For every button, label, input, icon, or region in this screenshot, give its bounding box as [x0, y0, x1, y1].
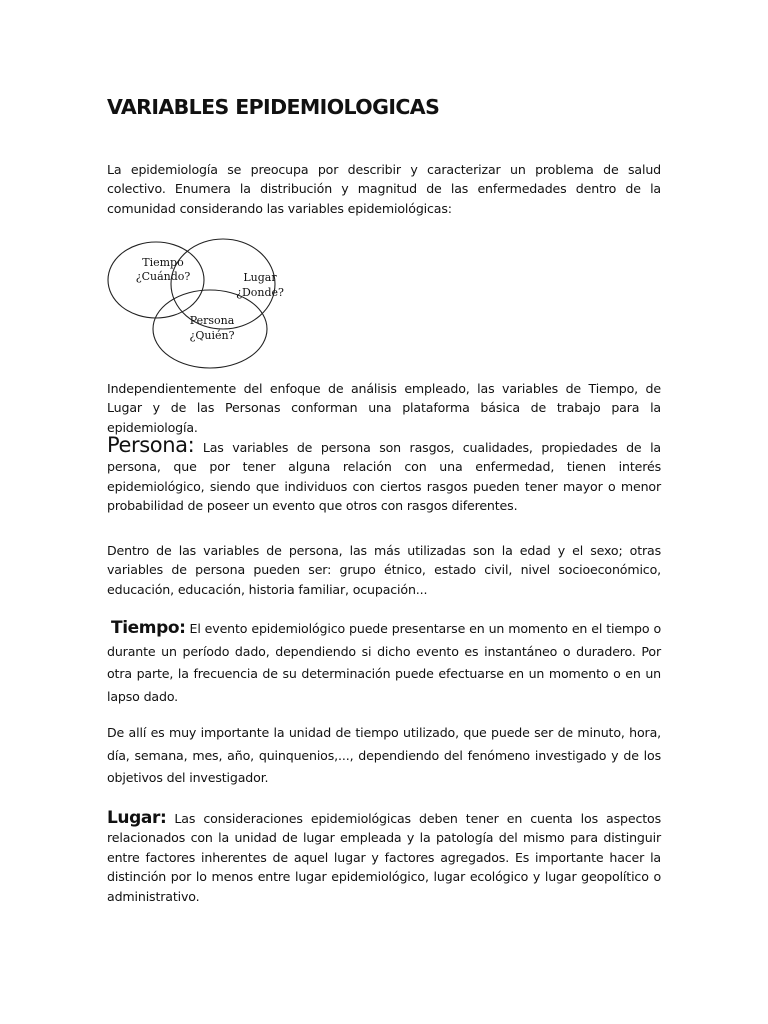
lugar-text: Las consideraciones epidemiológicas deben tener en cuenta los aspectos relacionados con la unidad de lugar empleada y la patología del mismo para distinguir entre factores inherentes de aquel lugar y factores agregados. Es importante hacer la distinción por lo menos entre lugar epidemiológico, lugar ecológico y lugar geopolítico o administrativo. [107, 811, 661, 904]
persona-label: Persona [189, 314, 235, 327]
document-title: VARIABLES EPIDEMIOLOGICAS [107, 95, 440, 119]
persona-question: ¿Quién? [189, 329, 235, 342]
tiempo-heading: Tiempo: [111, 618, 186, 638]
persona-paragraph-2: Dentro de las variables de persona, las más utilizadas son la edad y el sexo; otras variables de persona pueden ser: grupo étnico, estado civil, nivel socioeconómico, educación, educación, historia familiar, ocupación... [107, 543, 661, 597]
tiempo-label: Tiempo [142, 256, 184, 269]
summary-paragraph: Independientemente del enfoque de análisis empleado, las variables de Tiempo, de Lugar y de las Personas conforman una plataforma básica de trabajo para la epidemiología. [107, 381, 661, 435]
lugar-label: Lugar [243, 271, 277, 284]
tiempo-text: El evento epidemiológico puede presentarse en un momento en el tiempo o durante un período dado, dependiendo si dicho evento es instantáneo o duradero. Por otra parte, la frecuencia de su determinación puede efectuarse en un momento o en un lapso dado. [107, 621, 661, 704]
persona-heading: Persona: [107, 433, 195, 457]
tiempo-question: ¿Cuándo? [135, 270, 191, 283]
lugar-question: ¿Donde? [236, 286, 284, 299]
persona-text: Las variables de persona son rasgos, cualidades, propiedades de la persona, que por tener alguna relación con una enfermedad, tienen interés epidemiológico, siendo que individuos con ciertos rasgos pueden tener mayor o menor probabilidad de poseer un evento que otros con rasgos diferentes. [107, 440, 661, 514]
tiempo-paragraph [107, 617, 661, 708]
intro-paragraph: La epidemiología se preocupa por describir y caracterizar un problema de salud colectivo. Enumera la distribución y magnitud de las enfermedades dentro de la comunidad considerando las variables epidemiológicas: [107, 162, 661, 216]
persona-paragraph [107, 433, 661, 516]
tiempo-paragraph-2: De allí es muy importante la unidad de tiempo utilizado, que puede ser de minuto, hora, día, semana, mes, año, quinquenios,..., dependiendo del fenómeno investigado y de los objetivos del investigador. [107, 725, 661, 785]
lugar-heading: Lugar: [107, 808, 167, 828]
venn-diagram [106, 236, 284, 370]
lugar-paragraph [107, 809, 661, 906]
